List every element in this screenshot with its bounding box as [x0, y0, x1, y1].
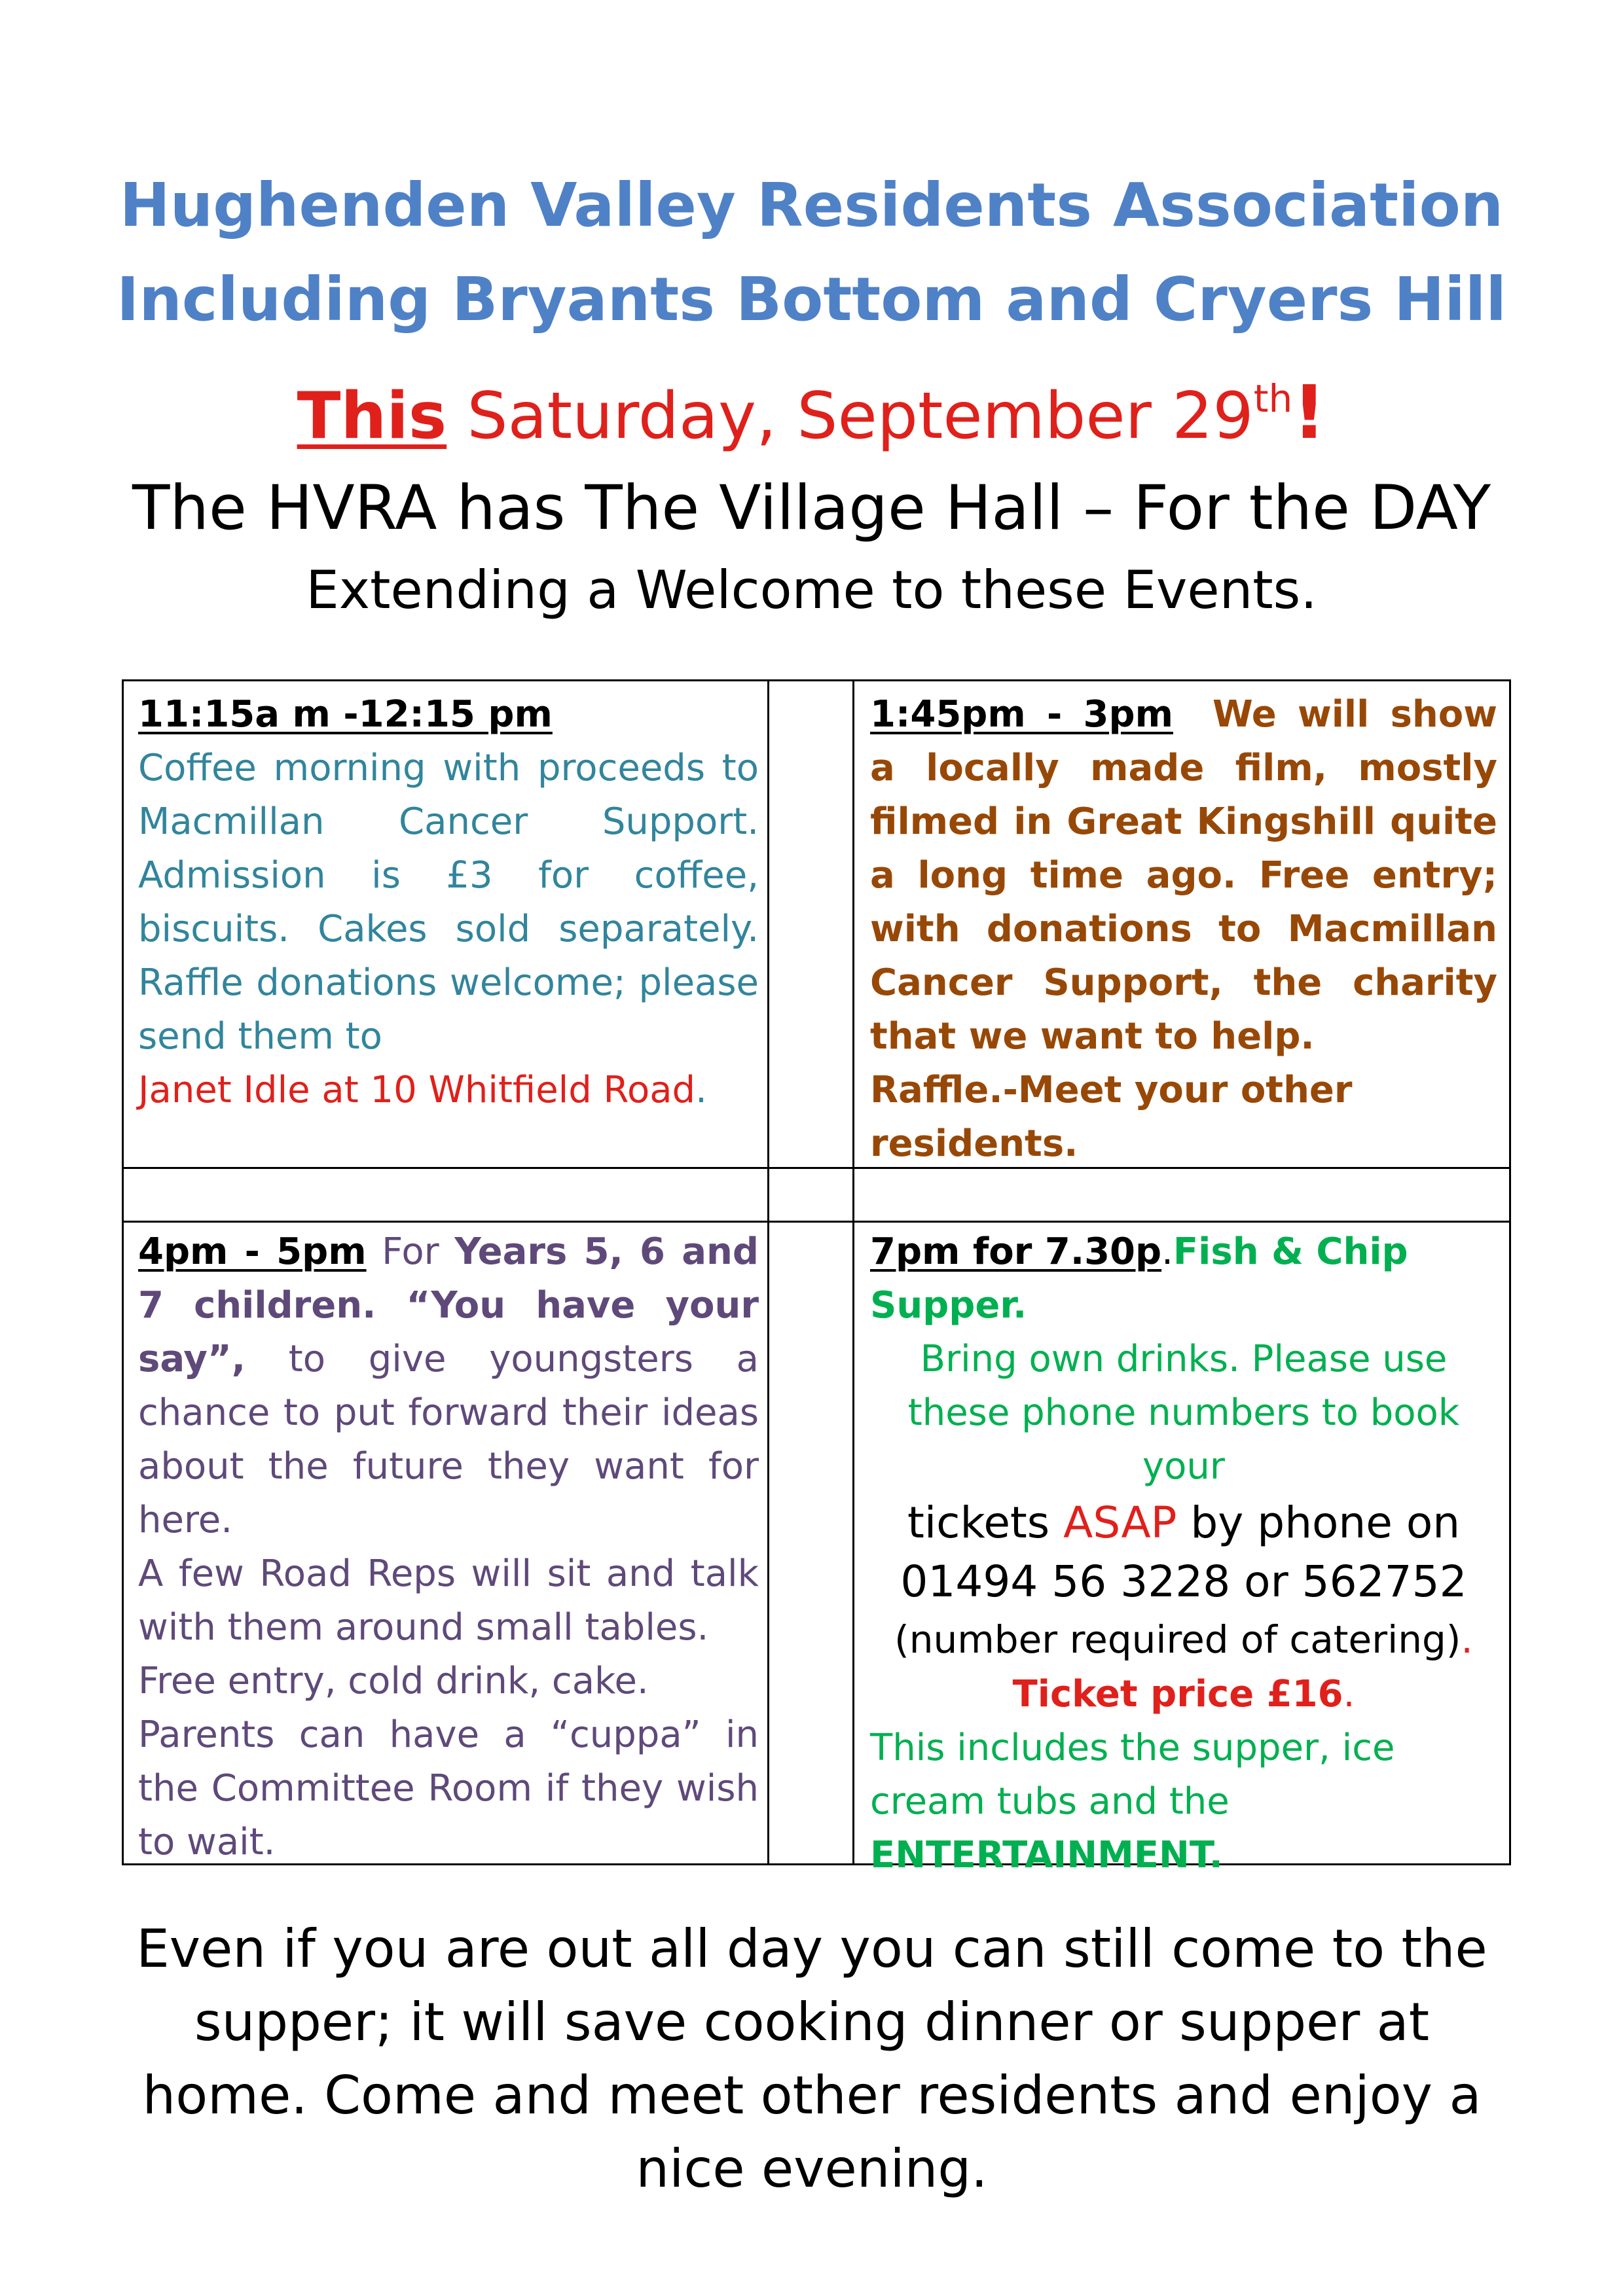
event-description: Coffee morning with proceeds to Macmillan Cancer Support. Admission is £3 for coffee, biscuits. Cakes sold separately. Raffle donations welcome; please send them to	[138, 747, 759, 1058]
table-divider	[124, 1221, 1509, 1223]
welcome-line: Extending a Welcome to these Events.	[306, 560, 1317, 620]
booking-text: by phone on	[1176, 1498, 1461, 1548]
association-title: Hughenden Valley Residents Association	[119, 170, 1504, 240]
raffle-contact: Janet Idle at 10 Whitfield Road	[138, 1069, 696, 1111]
asap-text: ASAP	[1063, 1498, 1177, 1548]
event-for: For	[366, 1230, 455, 1273]
punctuation: .	[1461, 1617, 1473, 1662]
punctuation: .	[695, 1069, 707, 1111]
event-includes: This includes the supper, ice cream tubs and the	[870, 1727, 1395, 1823]
table-divider	[767, 681, 769, 1863]
association-subtitle: Including Bryants Bottom and Cryers Hill	[117, 264, 1506, 334]
event-description: Bring own drinks. Please use these phone numbers to book your	[907, 1338, 1460, 1488]
footer-message: Even if you are out all day you can still come to the supper; it will save cooking dinner or supper at home. Come and meet other residents and enjoy a nice evening.	[136, 1918, 1487, 2199]
events-table	[122, 679, 1511, 1876]
event-detail: Free entry, cold drink, cake.	[138, 1660, 649, 1702]
booking-text: tickets	[907, 1498, 1064, 1548]
event-time: 4pm - 5pm	[138, 1230, 367, 1273]
village-hall-line: The HVRA has The Village Hall – For the DAY	[132, 473, 1491, 544]
booking-line	[870, 1494, 1497, 1552]
film-showing-cell	[870, 688, 1497, 1171]
date-ordinal: th	[1253, 376, 1293, 421]
event-description: We will show a locally made film, mostly filmed in Great Kingshill quite a long time ago. Free entry; with donations to Macmillan Cancer Support, the charity that we want to help.	[870, 693, 1497, 1058]
date-text: Saturday, September 29	[447, 379, 1254, 454]
event-detail: A few Road Reps will sit and talk with them around small tables.	[138, 1552, 759, 1649]
event-time: 11:15a m -12:15 pm	[138, 693, 553, 736]
fish-chip-supper-cell	[870, 1225, 1497, 1882]
event-title: Fish & Chip Supper.	[870, 1230, 1408, 1327]
entertainment-text: ENTERTAINMENT	[870, 1834, 1209, 1876]
coffee-morning-cell	[138, 688, 759, 1117]
event-raffle: Raffle.-Meet your other residents.	[870, 1069, 1353, 1165]
youth-session-cell	[138, 1225, 759, 1869]
event-highlight: Years 5, 6 and 7 children. “You have your say”,	[138, 1230, 759, 1380]
event-date	[0, 370, 1623, 456]
punctuation: .	[1343, 1673, 1355, 1715]
punctuation: .	[1209, 1834, 1223, 1876]
event-time: 7pm for 7.30p	[870, 1230, 1162, 1273]
event-detail: Parents can have a “cuppa” in the Committee Room if they wish to wait.	[138, 1713, 759, 1863]
ticket-price: Ticket price £16	[1012, 1673, 1343, 1715]
date-emphasis: This	[297, 379, 447, 454]
table-divider	[852, 681, 854, 1863]
event-time: 1:45pm - 3pm	[870, 693, 1173, 736]
phone-numbers: 01494 56 3228 or 562752	[900, 1556, 1467, 1607]
event-description: to give youngsters a chance to put forward their ideas about the future they want for here.	[138, 1338, 759, 1541]
date-exclamation: !	[1292, 370, 1326, 456]
catering-note: (number required of catering)	[894, 1617, 1461, 1662]
punctuation: .	[1161, 1230, 1173, 1273]
